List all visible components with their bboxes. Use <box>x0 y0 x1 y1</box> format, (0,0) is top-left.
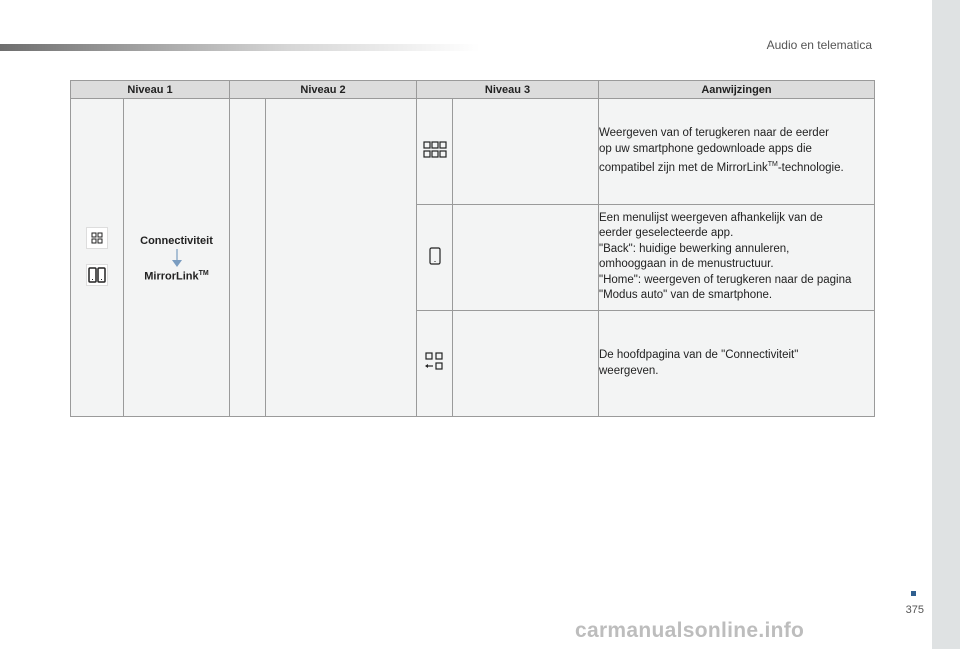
menu-table <box>70 80 875 417</box>
smartphone-icon <box>429 247 441 268</box>
level3-label-cell <box>453 204 599 311</box>
connectivity-home-icon <box>424 352 446 375</box>
note-line: eerder geselecteerde app. <box>599 227 734 240</box>
grid-apps-icon <box>423 141 447 162</box>
connectiviteit-label: Connectiviteit <box>140 234 213 247</box>
column-header-niveau-1: Niveau 1 <box>71 81 230 99</box>
header-rule <box>0 44 480 51</box>
page-number: 375 <box>905 604 924 616</box>
level3-icon-cell <box>417 311 453 417</box>
section-title: Audio en telematica <box>766 38 872 52</box>
column-header-niveau-2: Niveau 2 <box>230 81 417 99</box>
note-cell <box>599 311 875 417</box>
arrow-down-icon <box>170 248 184 268</box>
note-line: Een menulijst weergeven afhankelijk van de <box>599 211 823 224</box>
connectivity-icon <box>86 227 108 252</box>
page-side-strip <box>932 0 960 649</box>
note-line: "Back": huidige bewerking annuleren, <box>599 242 790 255</box>
table-header-row <box>71 81 875 99</box>
level3-icon-cell <box>417 204 453 311</box>
mirrorlink-label: MirrorLink™ <box>144 269 209 283</box>
note-line: Weergeven van of terugkeren naar de eerder <box>599 127 829 140</box>
note-line: De hoofdpagina van de "Connectiviteit" <box>599 349 799 362</box>
level1-label-cell <box>124 99 230 417</box>
level3-label-cell <box>453 99 599 205</box>
watermark-text: carmanualsonline.info <box>575 619 805 642</box>
column-header-niveau-3: Niveau 3 <box>417 81 599 99</box>
note-line: omhooggaan in de menustructuur. <box>599 258 774 271</box>
note-line: "Home": weergeven of terugkeren naar de pagina <box>599 273 852 286</box>
note-line: op uw smartphone gedownloade apps die <box>599 142 812 155</box>
note-cell <box>599 99 875 205</box>
table-row <box>71 99 875 205</box>
column-header-aanwijzingen: Aanwijzingen <box>599 81 875 99</box>
note-line: compatibel zijn met de MirrorLink™-technologie. <box>599 161 844 174</box>
note-line: "Modus auto" van de smartphone. <box>599 289 773 302</box>
level3-label-cell <box>453 311 599 417</box>
level3-icon-cell <box>417 99 453 205</box>
note-cell <box>599 204 875 311</box>
level2-icon-cell <box>230 99 266 417</box>
page-marker <box>911 591 916 596</box>
level1-icon-cell <box>71 99 124 417</box>
mirrorlink-icon <box>86 264 108 289</box>
note-line: weergeven. <box>599 364 659 377</box>
level2-label-cell <box>266 99 417 417</box>
